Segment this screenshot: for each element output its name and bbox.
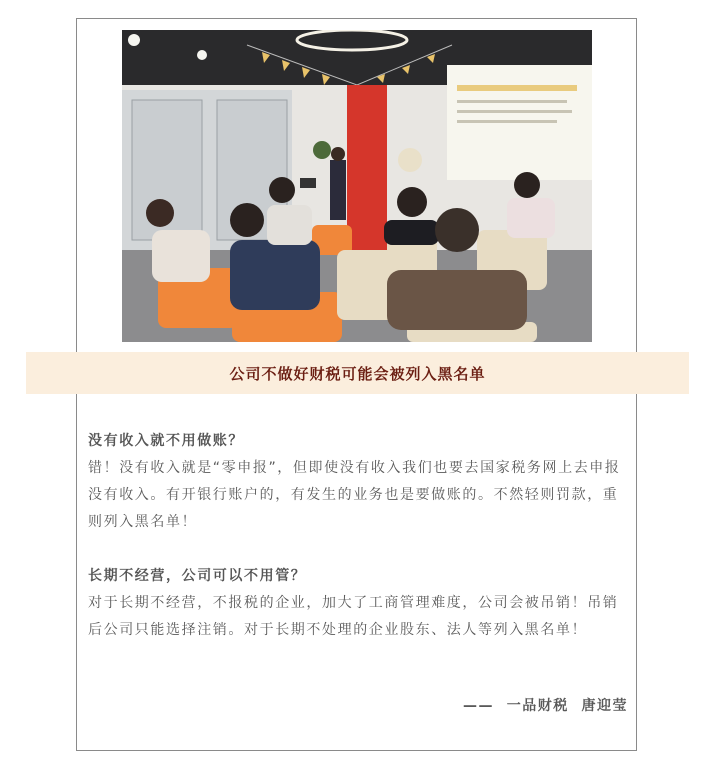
seminar-photo [122,30,592,342]
article-body [88,428,630,644]
article-title: 公司不做好财税可能会被列入黑名单 [229,364,486,383]
section-question: 没有收入就不用做账？ [88,433,244,449]
section-answer: 错！没有收入就是“零申报”，但即使没有收入我们也要去国家税务网上去申报没有收入。有开银行账户的，有发生的业务也是要做账的。不然轻则罚款，重则列入黑名单！ [88,460,621,530]
author-signature: —— 一品财税 唐迎莹 [463,698,628,714]
paragraph-gap [88,536,630,563]
section-question: 长期不经营，公司可以不用管？ [88,568,307,584]
article-title-banner [26,352,689,394]
section-answer: 对于长期不经营，不报税的企业，加大了工商管理难度，公司会被吊销！吊销后公司只能选择注销。对于长期不处理的企业股东、法人等列入黑名单！ [88,595,619,638]
